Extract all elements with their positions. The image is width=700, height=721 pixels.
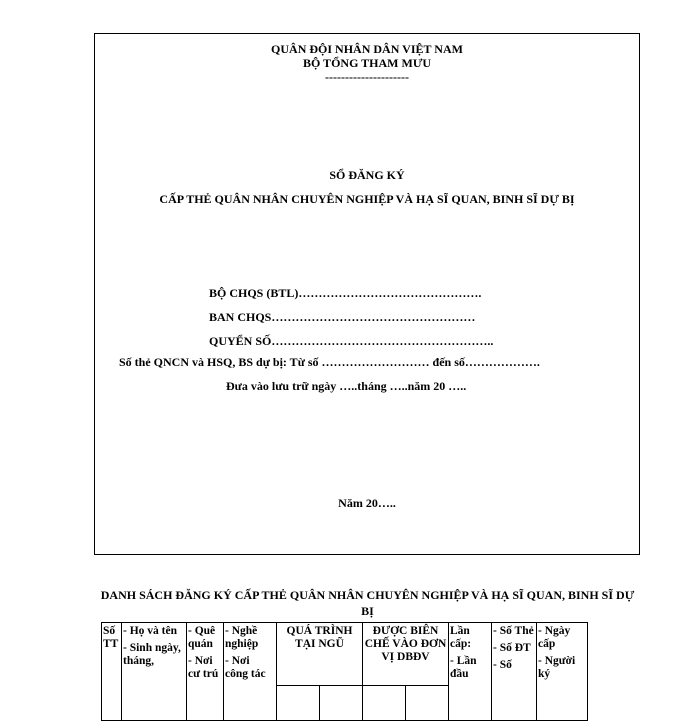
header-card-line2: - Số ĐT: [493, 642, 531, 654]
cover-frame: [94, 33, 640, 555]
org-rule: ---------------------: [325, 70, 409, 84]
header-issue: [449, 623, 492, 721]
list-title: DANH SÁCH ĐĂNG KÝ CẤP THẺ QUÂN NHÂN CHUYÊN NGHIỆP VÀ HẠ SĨ QUAN, BINH SĨ DỰ BỊ: [100, 588, 635, 618]
header-hometown-line1: - Quê quán: [188, 625, 216, 650]
header-card: [492, 623, 537, 721]
header-name: [122, 623, 187, 721]
org-line-1: QUÂN ĐỘI NHÂN DÂN VIỆT NAM: [271, 42, 463, 56]
header-date: [537, 623, 588, 721]
field-card-range: Số thẻ QNCN và HSQ, BS dự bị: Từ số ……………………… đến số……………….: [119, 355, 540, 369]
header-assigned-unit: ĐƯỢC BIÊN CHẾ VÀO ĐƠN VỊ DBĐV: [363, 623, 449, 686]
org-line-2: BỘ TỔNG THAM MƯU: [302, 56, 432, 70]
header-issue-line2: - Lần đầu: [450, 655, 477, 680]
header-stt: Số TT: [102, 623, 122, 721]
registration-table: [101, 622, 588, 721]
header-card-line3: - Số: [493, 659, 512, 671]
field-ban: BAN CHQS……………………………………………: [209, 310, 476, 324]
header-job-line1: - Nghề nghiệp: [225, 625, 259, 650]
field-archive-date: Đưa vào lưu trữ ngày …..tháng …..năm 20 …..: [226, 379, 467, 393]
book-subtitle: CẤP THẺ QUÂN NHÂN CHUYÊN NGHIỆP VÀ HẠ SĨ QUAN, BINH SĨ DỰ BỊ: [159, 192, 575, 206]
header-job: [224, 623, 277, 721]
field-command: BỘ CHQS (BTL)……………………………………….: [209, 286, 482, 300]
book-title: SỔ ĐĂNG KÝ: [329, 168, 405, 182]
header-name-line1: - Họ và tên: [123, 625, 177, 637]
cover-year: Năm 20…..: [338, 496, 396, 510]
field-book-number: QUYỂN SỐ………………………………………………..: [209, 334, 494, 348]
header-card-line1: - Số Thẻ: [493, 625, 534, 637]
header-hometown: [187, 623, 224, 721]
header-service: QUÁ TRÌNH TẠI NGŨ: [277, 623, 363, 686]
subheader-assigned-1: [363, 686, 406, 721]
header-name-line2: - Sinh ngày, tháng,: [123, 642, 181, 667]
subheader-service-1: [277, 686, 320, 721]
header-date-line1: - Ngày cấp: [538, 625, 571, 650]
table-header-row: [102, 623, 588, 686]
header-date-line2: - Người ký: [538, 655, 576, 680]
subheader-assigned-2: [406, 686, 449, 721]
subheader-service-2: [320, 686, 363, 721]
header-issue-line1: Lần cấp:: [450, 625, 472, 650]
header-job-line2: - Nơi công tác: [225, 655, 266, 680]
header-hometown-line2: - Nơi cư trú: [188, 655, 219, 680]
